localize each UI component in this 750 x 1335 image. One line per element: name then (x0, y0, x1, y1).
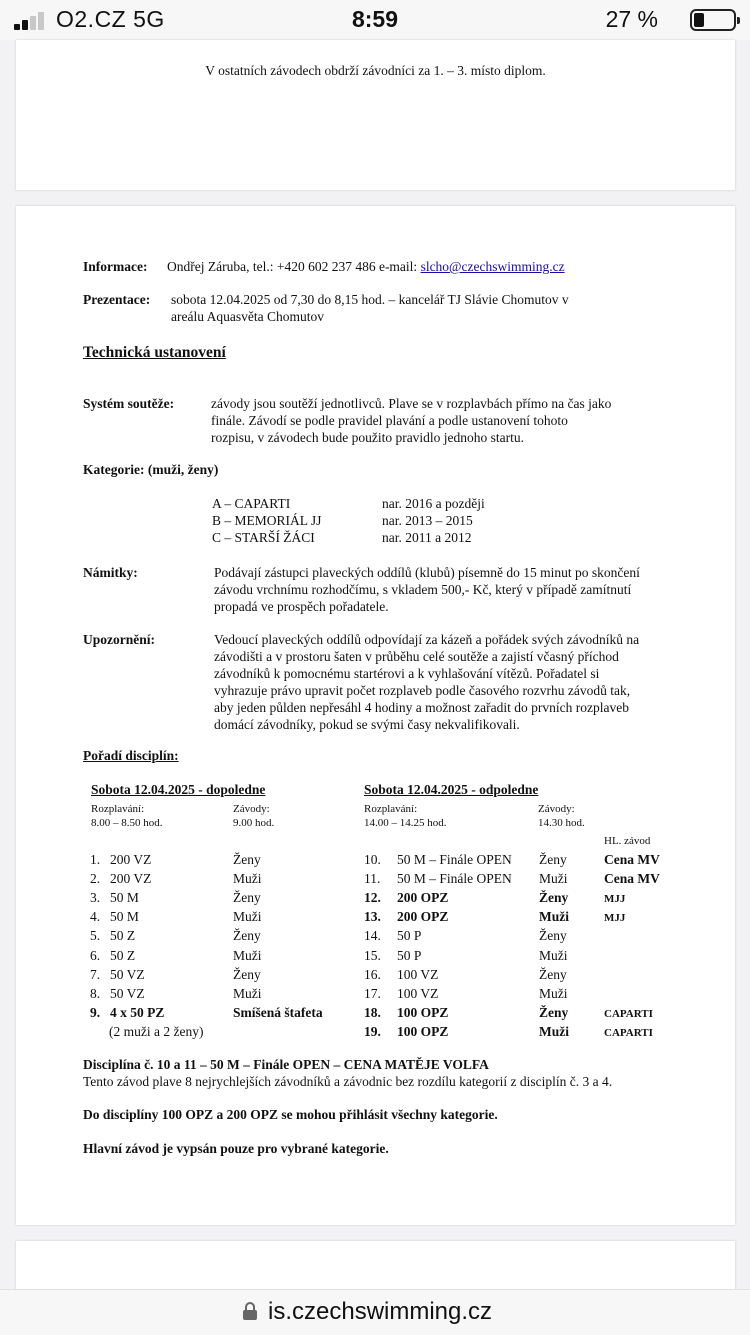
afternoon-row-num: 11. (364, 871, 381, 887)
afternoon-warmup-time: 14.00 – 14.25 hod. (364, 817, 447, 829)
morning-row-category: Ženy (233, 890, 261, 906)
system-line-2: finále. Závodí se podle pravidel plavání a podle ustanovení tohoto (211, 413, 568, 428)
opz-note: Do disciplíny 100 OPZ a 200 OPZ se mohou přihlásit všechny kategorie. (83, 1107, 498, 1122)
info-label: Informace: (83, 259, 148, 274)
morning-row-category: Muži (233, 947, 262, 963)
morning-row-category: Muži (233, 909, 262, 925)
kategorie-years-a: nar. 2016 a později (382, 496, 485, 511)
morning-warmup-label: Rozplavání: (91, 803, 145, 815)
afternoon-row-category: Ženy (539, 1004, 569, 1020)
morning-row-num: 6. (90, 947, 101, 963)
upozorneni-line-5: aby jeden půlden nepřesáhl 4 hodiny a možnost zařadit do prvních rozplaveb (214, 700, 629, 715)
upozorneni-line-2: závodišti a v prostoru šaten v průběhu celé soutěže a zajistí včasný příchod (214, 649, 619, 664)
morning-row-num: 2. (90, 871, 101, 887)
system-line-3: rozpisu, v závodech bude použito pravidlo jednoho startu. (211, 430, 525, 445)
afternoon-row-category: Ženy (539, 966, 567, 982)
afternoon-races-label: Závody: (538, 803, 575, 815)
namitky-line-3: propadá ve prospěch pořadatele. (214, 599, 389, 614)
morning-row-event: 50 M (110, 909, 139, 925)
morning-row-category: Muži (233, 985, 262, 1001)
diploma-note: V ostatních závodech obdrží závodníci za 1. – 3. místo diplom. (205, 63, 546, 78)
afternoon-row-category: Muži (539, 909, 569, 925)
kategorie-years-c: nar. 2011 a 2012 (382, 530, 472, 545)
kategorie-name-b: B – MEMORIÁL JJ (212, 513, 322, 528)
afternoon-row-num: 18. (364, 1004, 381, 1020)
afternoon-row-event: 100 OPZ (397, 1023, 449, 1039)
afternoon-row-main-race: Cena MV (604, 852, 660, 867)
afternoon-row-main-race: CAPARTI (604, 1007, 653, 1020)
afternoon-row-event: 50 M – Finále OPEN (397, 871, 512, 887)
kategorie-name-c: C – STARŠÍ ŽÁCI (212, 530, 315, 545)
carrier-label: O2.CZ 5G (56, 6, 165, 32)
namitky-line-2: závodu vrchnímu rozhodčímu, s vkladem 500,- Kč, který v případě zamítnutí (214, 582, 632, 597)
tech-heading: Technická ustanovení (83, 344, 226, 361)
morning-row-event: 200 VZ (110, 852, 152, 867)
afternoon-row-num: 12. (364, 890, 381, 906)
afternoon-row-num: 17. (364, 985, 381, 1001)
afternoon-row-num: 16. (364, 966, 381, 982)
pdf-page-2 (16, 206, 735, 1225)
afternoon-row-category: Ženy (539, 852, 567, 867)
hlavni-note: Hlavní závod je vypsán pouze pro vybrané kategorie. (83, 1141, 389, 1156)
disciplina-note-text: Tento závod plave 8 nejrychlejších závodníků a závodnic bez rozdílu kategorií z disciplín č. 3 a 4. (83, 1074, 613, 1089)
afternoon-row-event: 100 VZ (397, 966, 439, 982)
morning-row-category: Ženy (233, 966, 261, 982)
kategorie-years-b: nar. 2013 – 2015 (382, 513, 473, 528)
pdf-page-1 (16, 40, 735, 190)
disciplina-note-title: Disciplína č. 10 a 11 – 50 M – Finále OPEN – CENA MATĚJE VOLFA (83, 1057, 489, 1072)
relay-note: (2 muži a 2 ženy) (109, 1024, 204, 1039)
afternoon-row-event: 50 P (397, 928, 422, 944)
afternoon-row-num: 13. (364, 909, 381, 925)
afternoon-row-main-race: Cena MV (604, 871, 660, 887)
morning-row-event: 50 VZ (110, 985, 145, 1001)
morning-row-num: 8. (90, 985, 101, 1001)
url-text[interactable]: is.czechswimming.cz (268, 1298, 493, 1325)
morning-row-category: Muži (233, 871, 262, 887)
afternoon-row-category: Muži (539, 985, 568, 1001)
url-bar[interactable] (0, 1289, 750, 1335)
info-text (167, 258, 565, 275)
morning-row-num: 5. (90, 928, 101, 944)
status-bar (0, 0, 750, 40)
morning-races-label: Závody: (233, 803, 270, 815)
afternoon-row-main-race: MJJ (604, 912, 626, 925)
clock: 8:59 (351, 6, 399, 32)
morning-row-event: 50 VZ (110, 966, 145, 982)
afternoon-row-category: Muži (539, 871, 568, 887)
afternoon-row-main-race: CAPARTI (604, 1026, 653, 1039)
lock-icon (243, 1302, 257, 1320)
afternoon-row-event: 100 OPZ (397, 1004, 449, 1020)
info-contact: Ondřej Záruba, tel.: +420 602 237 486 e-mail: (167, 259, 418, 274)
afternoon-row-event: 200 OPZ (397, 909, 449, 925)
kategorie-label: Kategorie: (muži, ženy) (83, 462, 219, 477)
afternoon-races-time: 14.30 hod. (538, 817, 585, 829)
afternoon-row-category: Muži (539, 1023, 569, 1039)
system-label: Systém soutěže: (83, 396, 175, 411)
morning-row-num: 4. (90, 909, 101, 925)
morning-row-event: 200 VZ (110, 871, 152, 887)
upozorneni-label: Upozornění: (83, 632, 155, 647)
kategorie-name-a: A – CAPARTI (212, 496, 291, 511)
afternoon-row-num: 14. (364, 928, 381, 944)
morning-races-time: 9.00 hod. (233, 817, 275, 829)
main-race-label: HL. závod (604, 835, 651, 847)
system-line-1: závody jsou soutěží jednotlivců. Plave se v rozplavbách přímo na čas jako (211, 396, 612, 411)
afternoon-row-num: 10. (364, 852, 381, 867)
upozorneni-line-6: domácí závodníky, pokud se svými časy nekvalifikovali. (214, 717, 520, 732)
morning-warmup-time: 8.00 – 8.50 hod. (91, 817, 163, 829)
afternoon-row-main-race: MJJ (604, 893, 626, 906)
morning-row-category: Ženy (233, 852, 261, 867)
morning-row-num: 7. (90, 966, 101, 982)
afternoon-row-category: Ženy (539, 890, 569, 906)
upozorneni-line-1: Vedoucí plaveckých oddílů odpovídají za kázeň a pořádek svých závodníků na (214, 632, 640, 647)
afternoon-row-event: 50 M – Finále OPEN (397, 852, 512, 867)
afternoon-row-category: Ženy (539, 928, 567, 944)
morning-row-num: 9. (90, 1004, 101, 1020)
upozorneni-line-4: vyhrazuje právo upravit počet rozplaveb podle časového rozvrhu závodů tak, (214, 683, 631, 698)
afternoon-row-event: 50 P (397, 947, 422, 963)
morning-row-event: 4 x 50 PZ (110, 1004, 165, 1020)
battery-icon (690, 9, 736, 31)
morning-row-event: 50 Z (110, 947, 136, 963)
afternoon-row-event: 200 OPZ (397, 890, 449, 906)
morning-row-event: 50 Z (110, 928, 136, 944)
morning-row-num: 1. (90, 852, 101, 867)
prezentace-line1: sobota 12.04.2025 od 7,30 do 8,15 hod. – kancelář TJ Slávie Chomutov v (171, 292, 569, 307)
afternoon-row-category: Muži (539, 947, 568, 963)
battery-percent: 27 % (605, 6, 658, 32)
afternoon-row-num: 19. (364, 1023, 381, 1039)
afternoon-title: Sobota 12.04.2025 - odpoledne (364, 782, 539, 797)
poradi-heading: Pořadí disciplín: (83, 748, 179, 763)
prezentace-line2: areálu Aquasvěta Chomutov (171, 309, 324, 324)
prezentace-label: Prezentace: (83, 292, 151, 307)
afternoon-row-num: 15. (364, 947, 381, 963)
afternoon-row-event: 100 VZ (397, 985, 439, 1001)
morning-title: Sobota 12.04.2025 - dopoledne (91, 782, 266, 797)
morning-row-num: 3. (90, 890, 101, 906)
email-link[interactable]: slcho@czechswimming.cz (420, 259, 565, 274)
namitky-label: Námitky: (83, 565, 138, 580)
afternoon-warmup-label: Rozplavání: (364, 803, 418, 815)
morning-row-category: Smíšená štafeta (233, 1004, 323, 1020)
namitky-line-1: Podávají zástupci plaveckých oddílů (klubů) písemně do 15 minut po skončení (214, 565, 640, 580)
morning-row-category: Ženy (233, 928, 261, 944)
morning-row-event: 50 M (110, 890, 139, 906)
upozorneni-line-3: závodníků k pomocnému startérovi a k vyhlašování vítězů. Pořadatel si (214, 666, 600, 681)
